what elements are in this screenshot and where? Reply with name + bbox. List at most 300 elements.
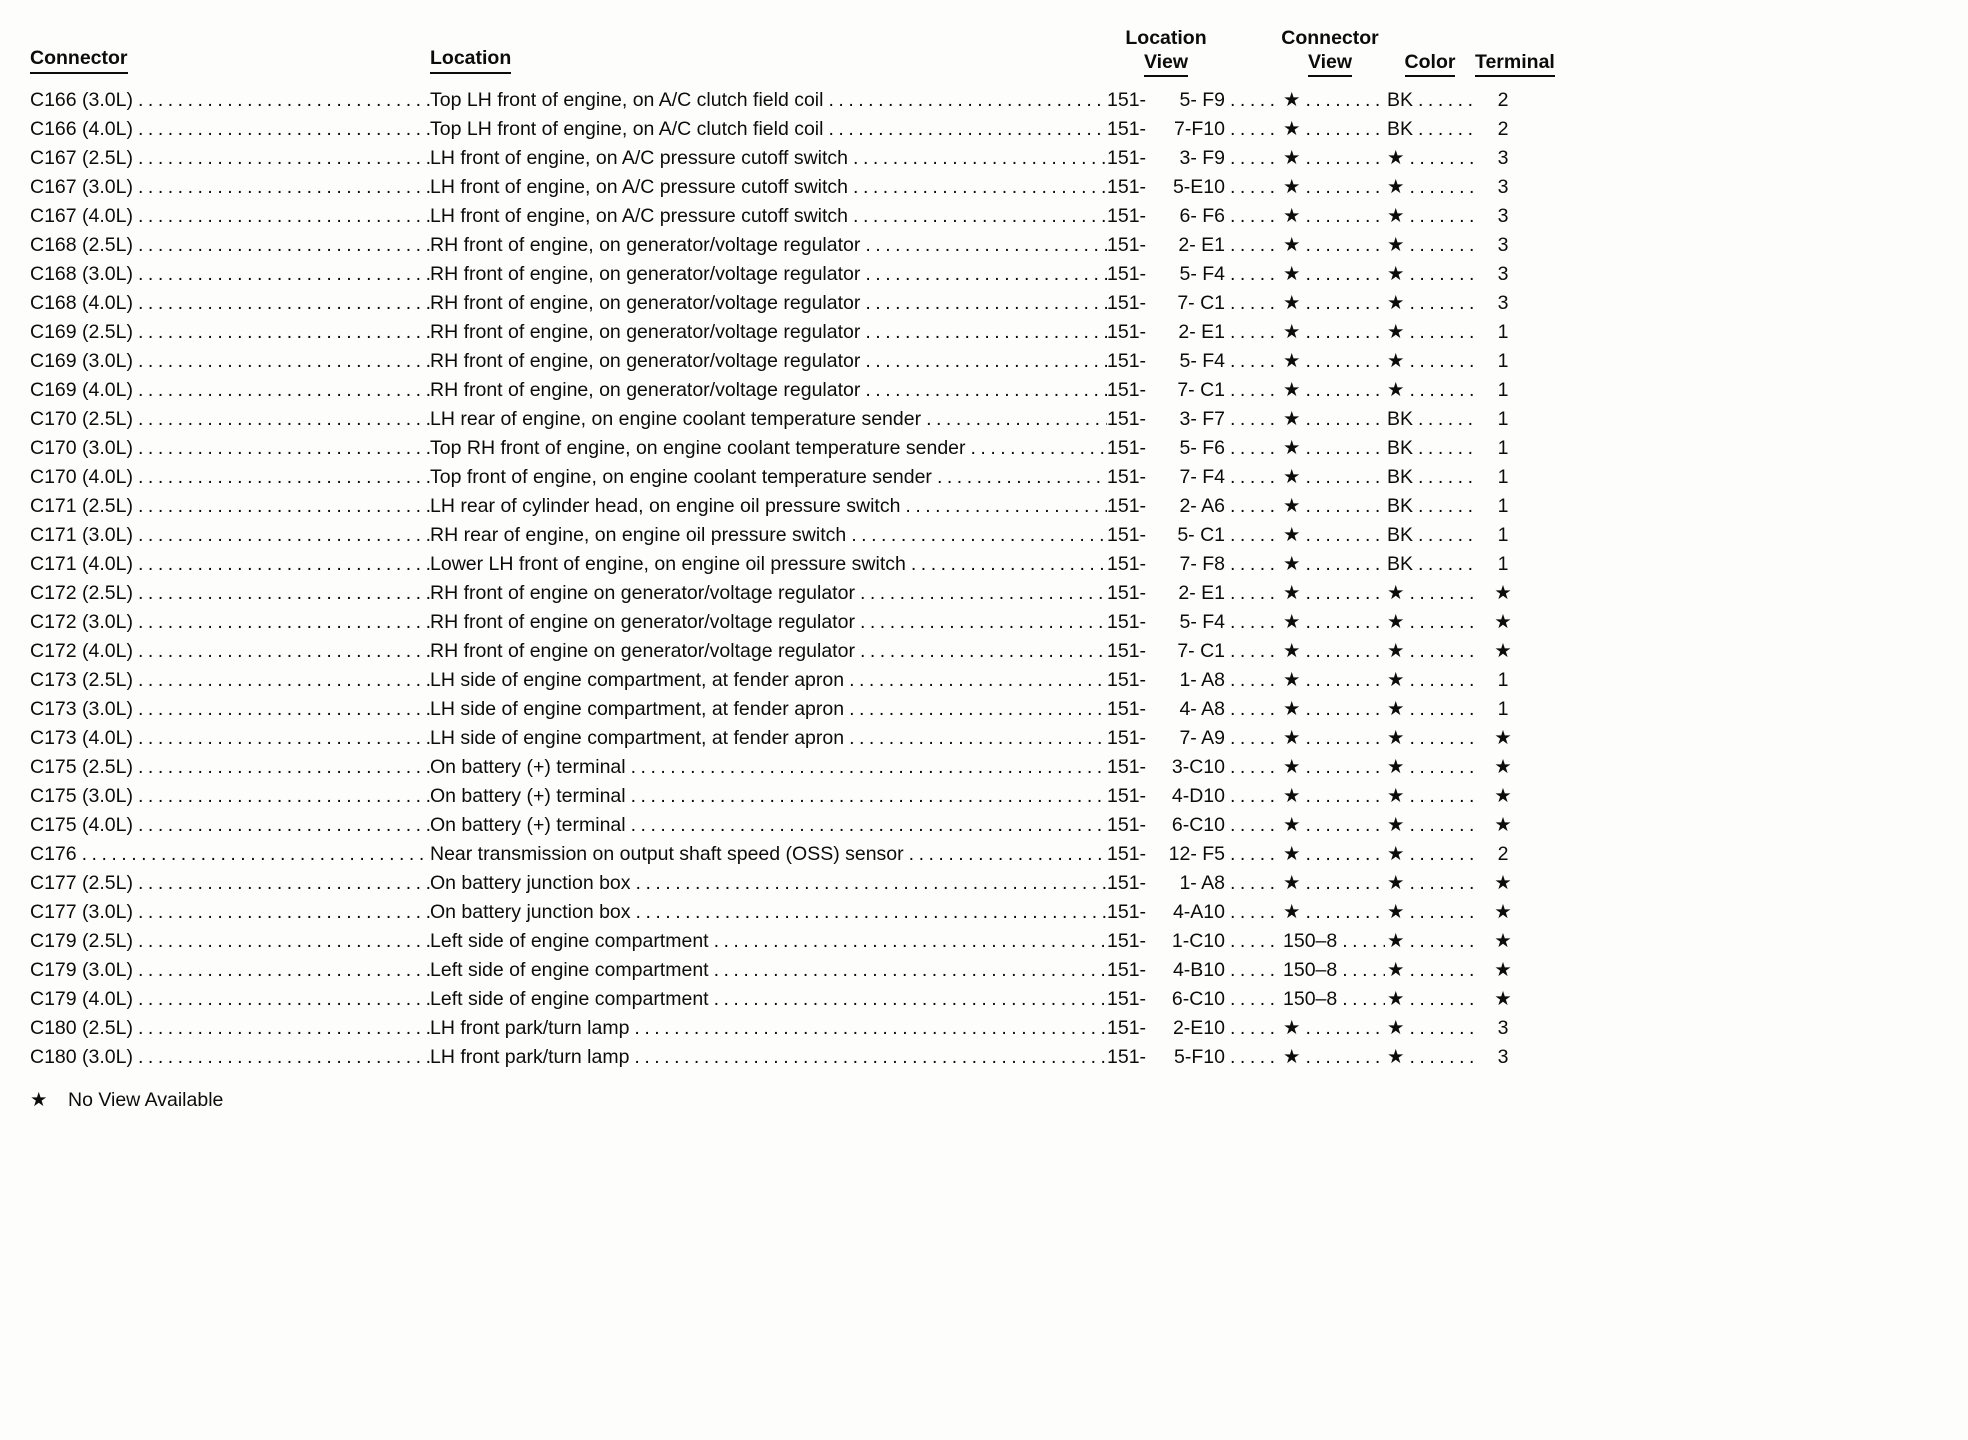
location-view-ref: 2- E1	[1178, 582, 1225, 604]
table-row	[30, 115, 1545, 144]
connector-cell	[30, 521, 430, 550]
connector-view-cell	[1275, 608, 1385, 637]
terminal-cell	[1475, 811, 1545, 840]
dot-leader	[1225, 492, 1275, 521]
connector-cell	[30, 927, 430, 956]
table-row	[30, 724, 1545, 753]
location-view-cell	[1107, 434, 1225, 463]
table-row	[30, 492, 1545, 521]
terminal-value: 2	[1497, 118, 1509, 140]
header-location-cell	[430, 46, 1107, 74]
location-view-cell	[1107, 637, 1225, 666]
connector-view-cell	[1275, 318, 1385, 347]
dot-leader	[133, 579, 430, 608]
dot-leader	[1300, 579, 1385, 608]
dot-leader	[1225, 985, 1275, 1014]
dot-leader	[133, 637, 430, 666]
dot-leader	[848, 144, 1107, 173]
color-cell	[1385, 724, 1475, 753]
dot-leader	[1300, 115, 1385, 144]
color-cell	[1385, 608, 1475, 637]
color-cell	[1385, 405, 1475, 434]
color-value: BK	[1387, 553, 1414, 575]
location-cell	[430, 289, 1107, 318]
color-value: ★	[1387, 321, 1405, 343]
dot-leader	[1300, 898, 1385, 927]
color-cell	[1385, 956, 1475, 985]
connector-id: C169 (4.0L)	[30, 379, 133, 401]
location-cell	[430, 405, 1107, 434]
dot-leader	[1225, 115, 1275, 144]
table-row	[30, 231, 1545, 260]
location-view-cell	[1107, 115, 1225, 144]
terminal-value: 2	[1497, 843, 1509, 865]
connector-view-value: ★	[1283, 785, 1301, 807]
terminal-value: 1	[1497, 437, 1509, 459]
connector-id: C175 (2.5L)	[30, 756, 133, 778]
table-row	[30, 927, 1545, 956]
connector-view-value: ★	[1283, 292, 1301, 314]
location-view-ref: 5-E10	[1172, 176, 1225, 198]
location-cell	[430, 753, 1107, 782]
connector-cell	[30, 608, 430, 637]
location-view-page: 151-	[1107, 669, 1147, 691]
connector-view-value: ★	[1283, 1046, 1301, 1068]
connector-view-cell	[1275, 173, 1385, 202]
location-view-ref: 5- C1	[1177, 524, 1225, 546]
dot-leader	[133, 463, 430, 492]
connector-cell	[30, 434, 430, 463]
connector-view-value: ★	[1283, 118, 1301, 140]
dot-leader	[844, 666, 1107, 695]
connector-view-cell	[1275, 782, 1385, 811]
location-cell	[430, 492, 1107, 521]
connector-view-cell	[1275, 811, 1385, 840]
location-cell	[430, 434, 1107, 463]
connector-view-cell	[1275, 985, 1385, 1014]
table-row	[30, 405, 1545, 434]
table-row	[30, 695, 1545, 724]
dot-leader	[133, 289, 430, 318]
terminal-cell	[1475, 115, 1545, 144]
location-view-cell	[1107, 289, 1225, 318]
no-view-star-icon: ★	[30, 1089, 48, 1111]
terminal-value: 3	[1497, 205, 1509, 227]
connector-id: C171 (4.0L)	[30, 553, 133, 575]
color-cell	[1385, 173, 1475, 202]
location-text: On battery (+) terminal	[430, 814, 626, 836]
location-cell	[430, 637, 1107, 666]
location-view-page: 151-	[1107, 321, 1147, 343]
connector-cell	[30, 840, 430, 869]
terminal-value: ★	[1494, 872, 1512, 894]
terminal-value: ★	[1494, 814, 1512, 836]
location-cell	[430, 869, 1107, 898]
color-value: ★	[1387, 669, 1405, 691]
terminal-value: 1	[1497, 350, 1509, 372]
color-cell	[1385, 898, 1475, 927]
dot-leader	[1225, 579, 1275, 608]
location-cell	[430, 695, 1107, 724]
dot-leader	[1404, 898, 1475, 927]
connector-view-value: ★	[1283, 553, 1301, 575]
table-row	[30, 550, 1545, 579]
connector-cell	[30, 985, 430, 1014]
color-value: ★	[1387, 234, 1405, 256]
color-value: ★	[1387, 176, 1405, 198]
color-cell	[1385, 811, 1475, 840]
terminal-cell	[1475, 86, 1545, 115]
location-view-cell	[1107, 550, 1225, 579]
dot-leader	[133, 521, 430, 550]
header-connector-cell	[30, 46, 430, 74]
terminal-cell	[1475, 318, 1545, 347]
dot-leader	[1300, 695, 1385, 724]
color-value: ★	[1387, 350, 1405, 372]
color-cell	[1385, 840, 1475, 869]
color-cell	[1385, 666, 1475, 695]
location-view-page: 151-	[1107, 843, 1147, 865]
dot-leader	[1300, 347, 1385, 376]
connector-id: C172 (2.5L)	[30, 582, 133, 604]
location-cell	[430, 811, 1107, 840]
location-view-ref: 2- E1	[1178, 321, 1225, 343]
terminal-cell	[1475, 840, 1545, 869]
connector-id: C168 (2.5L)	[30, 234, 133, 256]
connector-view-cell	[1275, 347, 1385, 376]
connector-view-value: ★	[1283, 234, 1301, 256]
location-text: LH front park/turn lamp	[430, 1017, 630, 1039]
location-view-page: 151-	[1107, 147, 1147, 169]
dot-leader	[1300, 753, 1385, 782]
terminal-cell	[1475, 927, 1545, 956]
connector-view-value: ★	[1283, 698, 1301, 720]
dot-leader	[1300, 231, 1385, 260]
color-cell	[1385, 347, 1475, 376]
connector-view-cell	[1275, 869, 1385, 898]
dot-leader	[1337, 985, 1385, 1014]
location-view-ref: 3-C10	[1171, 756, 1225, 778]
connector-id: C171 (3.0L)	[30, 524, 133, 546]
connector-view-value: ★	[1283, 524, 1301, 546]
dot-leader	[1225, 637, 1275, 666]
color-cell	[1385, 202, 1475, 231]
header-terminal: Terminal	[1475, 51, 1555, 77]
dot-leader	[846, 521, 1107, 550]
dot-leader	[1404, 840, 1475, 869]
terminal-value: ★	[1494, 988, 1512, 1010]
table-row	[30, 144, 1545, 173]
dot-leader	[709, 956, 1107, 985]
color-value: ★	[1387, 756, 1405, 778]
connector-cell	[30, 637, 430, 666]
location-view-cell	[1107, 144, 1225, 173]
dot-leader	[1404, 869, 1475, 898]
terminal-cell	[1475, 521, 1545, 550]
location-view-page: 151-	[1107, 234, 1147, 256]
connector-cell	[30, 695, 430, 724]
dot-leader	[1404, 927, 1475, 956]
location-view-cell	[1107, 579, 1225, 608]
terminal-value: 3	[1497, 1046, 1509, 1068]
location-view-page: 151-	[1107, 872, 1147, 894]
connector-id: C176	[30, 843, 77, 865]
location-view-ref: 5- F4	[1179, 611, 1225, 633]
color-value: BK	[1387, 524, 1414, 546]
table-header	[30, 26, 1555, 74]
location-cell	[430, 347, 1107, 376]
connector-view-value: ★	[1283, 408, 1301, 430]
terminal-value: 3	[1497, 1017, 1509, 1039]
dot-leader	[1225, 840, 1275, 869]
table-row	[30, 666, 1545, 695]
dot-leader	[1225, 86, 1275, 115]
color-value: BK	[1387, 495, 1414, 517]
dot-leader	[1300, 144, 1385, 173]
terminal-cell	[1475, 231, 1545, 260]
dot-leader	[133, 666, 430, 695]
dot-leader	[1300, 608, 1385, 637]
color-cell	[1385, 985, 1475, 1014]
location-text: RH front of engine, on generator/voltage regulator	[430, 321, 861, 343]
dot-leader	[1300, 318, 1385, 347]
dot-leader	[1413, 115, 1475, 144]
color-cell	[1385, 492, 1475, 521]
location-cell	[430, 985, 1107, 1014]
color-value: ★	[1387, 640, 1405, 662]
dot-leader	[1337, 927, 1385, 956]
location-cell	[430, 86, 1107, 115]
location-view-page: 151-	[1107, 988, 1147, 1010]
dot-leader	[921, 405, 1107, 434]
connector-id: C169 (3.0L)	[30, 350, 133, 372]
color-cell	[1385, 115, 1475, 144]
terminal-value: ★	[1494, 959, 1512, 981]
color-value: ★	[1387, 263, 1405, 285]
dot-leader	[1225, 724, 1275, 753]
connector-id: C173 (4.0L)	[30, 727, 133, 749]
location-text: LH front of engine, on A/C pressure cutoff switch	[430, 205, 849, 227]
terminal-cell	[1475, 463, 1545, 492]
connector-view-value: ★	[1283, 495, 1301, 517]
connector-view-value: ★	[1283, 263, 1301, 285]
dot-leader	[626, 782, 1107, 811]
connector-view-value: ★	[1283, 466, 1301, 488]
dot-leader	[1300, 173, 1385, 202]
color-value: ★	[1387, 147, 1405, 169]
dot-leader	[844, 695, 1107, 724]
connector-cell	[30, 579, 430, 608]
dot-leader	[133, 927, 430, 956]
table-row	[30, 898, 1545, 927]
location-text: RH front of engine, on generator/voltage regulator	[430, 292, 861, 314]
table-row	[30, 782, 1545, 811]
terminal-cell	[1475, 144, 1545, 173]
color-value: ★	[1387, 988, 1405, 1010]
location-view-ref: 6-C10	[1171, 814, 1225, 836]
header-terminal-cell	[1475, 50, 1555, 74]
color-value: ★	[1387, 698, 1405, 720]
dot-leader	[133, 376, 430, 405]
location-text: RH front of engine on generator/voltage regulator	[430, 611, 855, 633]
dot-leader	[631, 898, 1107, 927]
table-row	[30, 579, 1545, 608]
location-view-cell	[1107, 1043, 1225, 1072]
dot-leader	[844, 724, 1107, 753]
dot-leader	[1225, 695, 1275, 724]
dot-leader	[855, 608, 1107, 637]
location-view-cell	[1107, 724, 1225, 753]
dot-leader	[1404, 1014, 1475, 1043]
terminal-value: 1	[1497, 466, 1509, 488]
terminal-cell	[1475, 347, 1545, 376]
connector-cell	[30, 260, 430, 289]
dot-leader	[1225, 434, 1275, 463]
terminal-value: 1	[1497, 698, 1509, 720]
location-text: LH front of engine, on A/C pressure cutoff switch	[430, 176, 849, 198]
connector-id: C171 (2.5L)	[30, 495, 133, 517]
location-text: LH side of engine compartment, at fender apron	[430, 727, 845, 749]
terminal-cell	[1475, 666, 1545, 695]
color-value: ★	[1387, 611, 1405, 633]
color-cell	[1385, 927, 1475, 956]
connector-view-cell	[1275, 521, 1385, 550]
location-view-page: 151-	[1107, 176, 1147, 198]
location-text: LH side of engine compartment, at fender apron	[430, 698, 845, 720]
dot-leader	[626, 811, 1107, 840]
dot-leader	[906, 550, 1107, 579]
dot-leader	[1300, 550, 1385, 579]
connector-id: C175 (4.0L)	[30, 814, 133, 836]
color-cell	[1385, 869, 1475, 898]
color-cell	[1385, 86, 1475, 115]
location-view-page: 151-	[1107, 495, 1147, 517]
connector-view-value: ★	[1283, 611, 1301, 633]
location-view-ref: 4-A10	[1172, 901, 1225, 923]
connector-view-cell	[1275, 376, 1385, 405]
dot-leader	[1404, 376, 1475, 405]
location-view-cell	[1107, 86, 1225, 115]
terminal-value: 1	[1497, 408, 1509, 430]
connector-id: C179 (4.0L)	[30, 988, 133, 1010]
color-cell	[1385, 434, 1475, 463]
location-cell	[430, 666, 1107, 695]
dot-leader	[1300, 724, 1385, 753]
location-view-page: 151-	[1107, 1046, 1147, 1068]
color-cell	[1385, 231, 1475, 260]
connector-id: C173 (2.5L)	[30, 669, 133, 691]
dot-leader	[932, 463, 1107, 492]
connector-view-cell	[1275, 637, 1385, 666]
table-row	[30, 86, 1545, 115]
location-text: Left side of engine compartment	[430, 959, 709, 981]
color-value: ★	[1387, 872, 1405, 894]
terminal-cell	[1475, 434, 1545, 463]
dot-leader	[1404, 811, 1475, 840]
location-text: RH front of engine, on generator/voltage regulator	[430, 234, 861, 256]
dot-leader	[1404, 289, 1475, 318]
table-row	[30, 956, 1545, 985]
connector-cell	[30, 231, 430, 260]
connector-id: C170 (4.0L)	[30, 466, 133, 488]
dot-leader	[77, 840, 430, 869]
connector-view-value: 150–8	[1283, 988, 1338, 1010]
location-view-page: 151-	[1107, 1017, 1147, 1039]
connector-cell	[30, 550, 430, 579]
terminal-value: 3	[1497, 263, 1509, 285]
dot-leader	[860, 347, 1107, 376]
color-value: ★	[1387, 1017, 1405, 1039]
terminal-cell	[1475, 260, 1545, 289]
dot-leader	[848, 202, 1107, 231]
location-text: Top LH front of engine, on A/C clutch field coil	[430, 89, 824, 111]
connector-id: C180 (2.5L)	[30, 1017, 133, 1039]
location-view-page: 151-	[1107, 727, 1147, 749]
dot-leader	[631, 869, 1107, 898]
color-value: ★	[1387, 814, 1405, 836]
dot-leader	[133, 492, 430, 521]
dot-leader	[1404, 956, 1475, 985]
connector-id: C166 (3.0L)	[30, 89, 133, 111]
location-view-ref: 1- A8	[1179, 872, 1225, 894]
dot-leader	[1300, 463, 1385, 492]
dot-leader	[1413, 405, 1475, 434]
location-cell	[430, 376, 1107, 405]
dot-leader	[1225, 173, 1275, 202]
connector-cell	[30, 173, 430, 202]
dot-leader	[1300, 1014, 1385, 1043]
dot-leader	[1300, 782, 1385, 811]
dot-leader	[1404, 724, 1475, 753]
location-view-page: 151-	[1107, 640, 1147, 662]
color-value: ★	[1387, 901, 1405, 923]
location-cell	[430, 173, 1107, 202]
dot-leader	[133, 898, 430, 927]
location-view-ref: 3- F7	[1179, 408, 1225, 430]
connector-id: C175 (3.0L)	[30, 785, 133, 807]
connector-view-cell	[1275, 550, 1385, 579]
location-text: RH front of engine on generator/voltage regulator	[430, 582, 855, 604]
color-value: ★	[1387, 930, 1405, 952]
location-view-ref: 2-E10	[1172, 1017, 1225, 1039]
location-view-cell	[1107, 695, 1225, 724]
terminal-cell	[1475, 695, 1545, 724]
dot-leader	[823, 115, 1107, 144]
connector-cell	[30, 463, 430, 492]
table-body	[30, 86, 1545, 1072]
location-view-page: 151-	[1107, 408, 1147, 430]
location-view-cell	[1107, 840, 1225, 869]
table-row	[30, 347, 1545, 376]
dot-leader	[133, 144, 430, 173]
dot-leader	[133, 405, 430, 434]
connector-cell	[30, 782, 430, 811]
connector-view-value: ★	[1283, 89, 1301, 111]
table-row	[30, 434, 1545, 463]
connector-cell	[30, 1014, 430, 1043]
terminal-value: 3	[1497, 234, 1509, 256]
dot-leader	[1225, 956, 1275, 985]
color-value: BK	[1387, 118, 1414, 140]
header-connector-view	[1275, 26, 1385, 74]
terminal-cell	[1475, 492, 1545, 521]
table-row	[30, 376, 1545, 405]
terminal-cell	[1475, 405, 1545, 434]
connector-view-value: ★	[1283, 437, 1301, 459]
connector-id: C172 (3.0L)	[30, 611, 133, 633]
location-view-cell	[1107, 782, 1225, 811]
terminal-value: 3	[1497, 176, 1509, 198]
